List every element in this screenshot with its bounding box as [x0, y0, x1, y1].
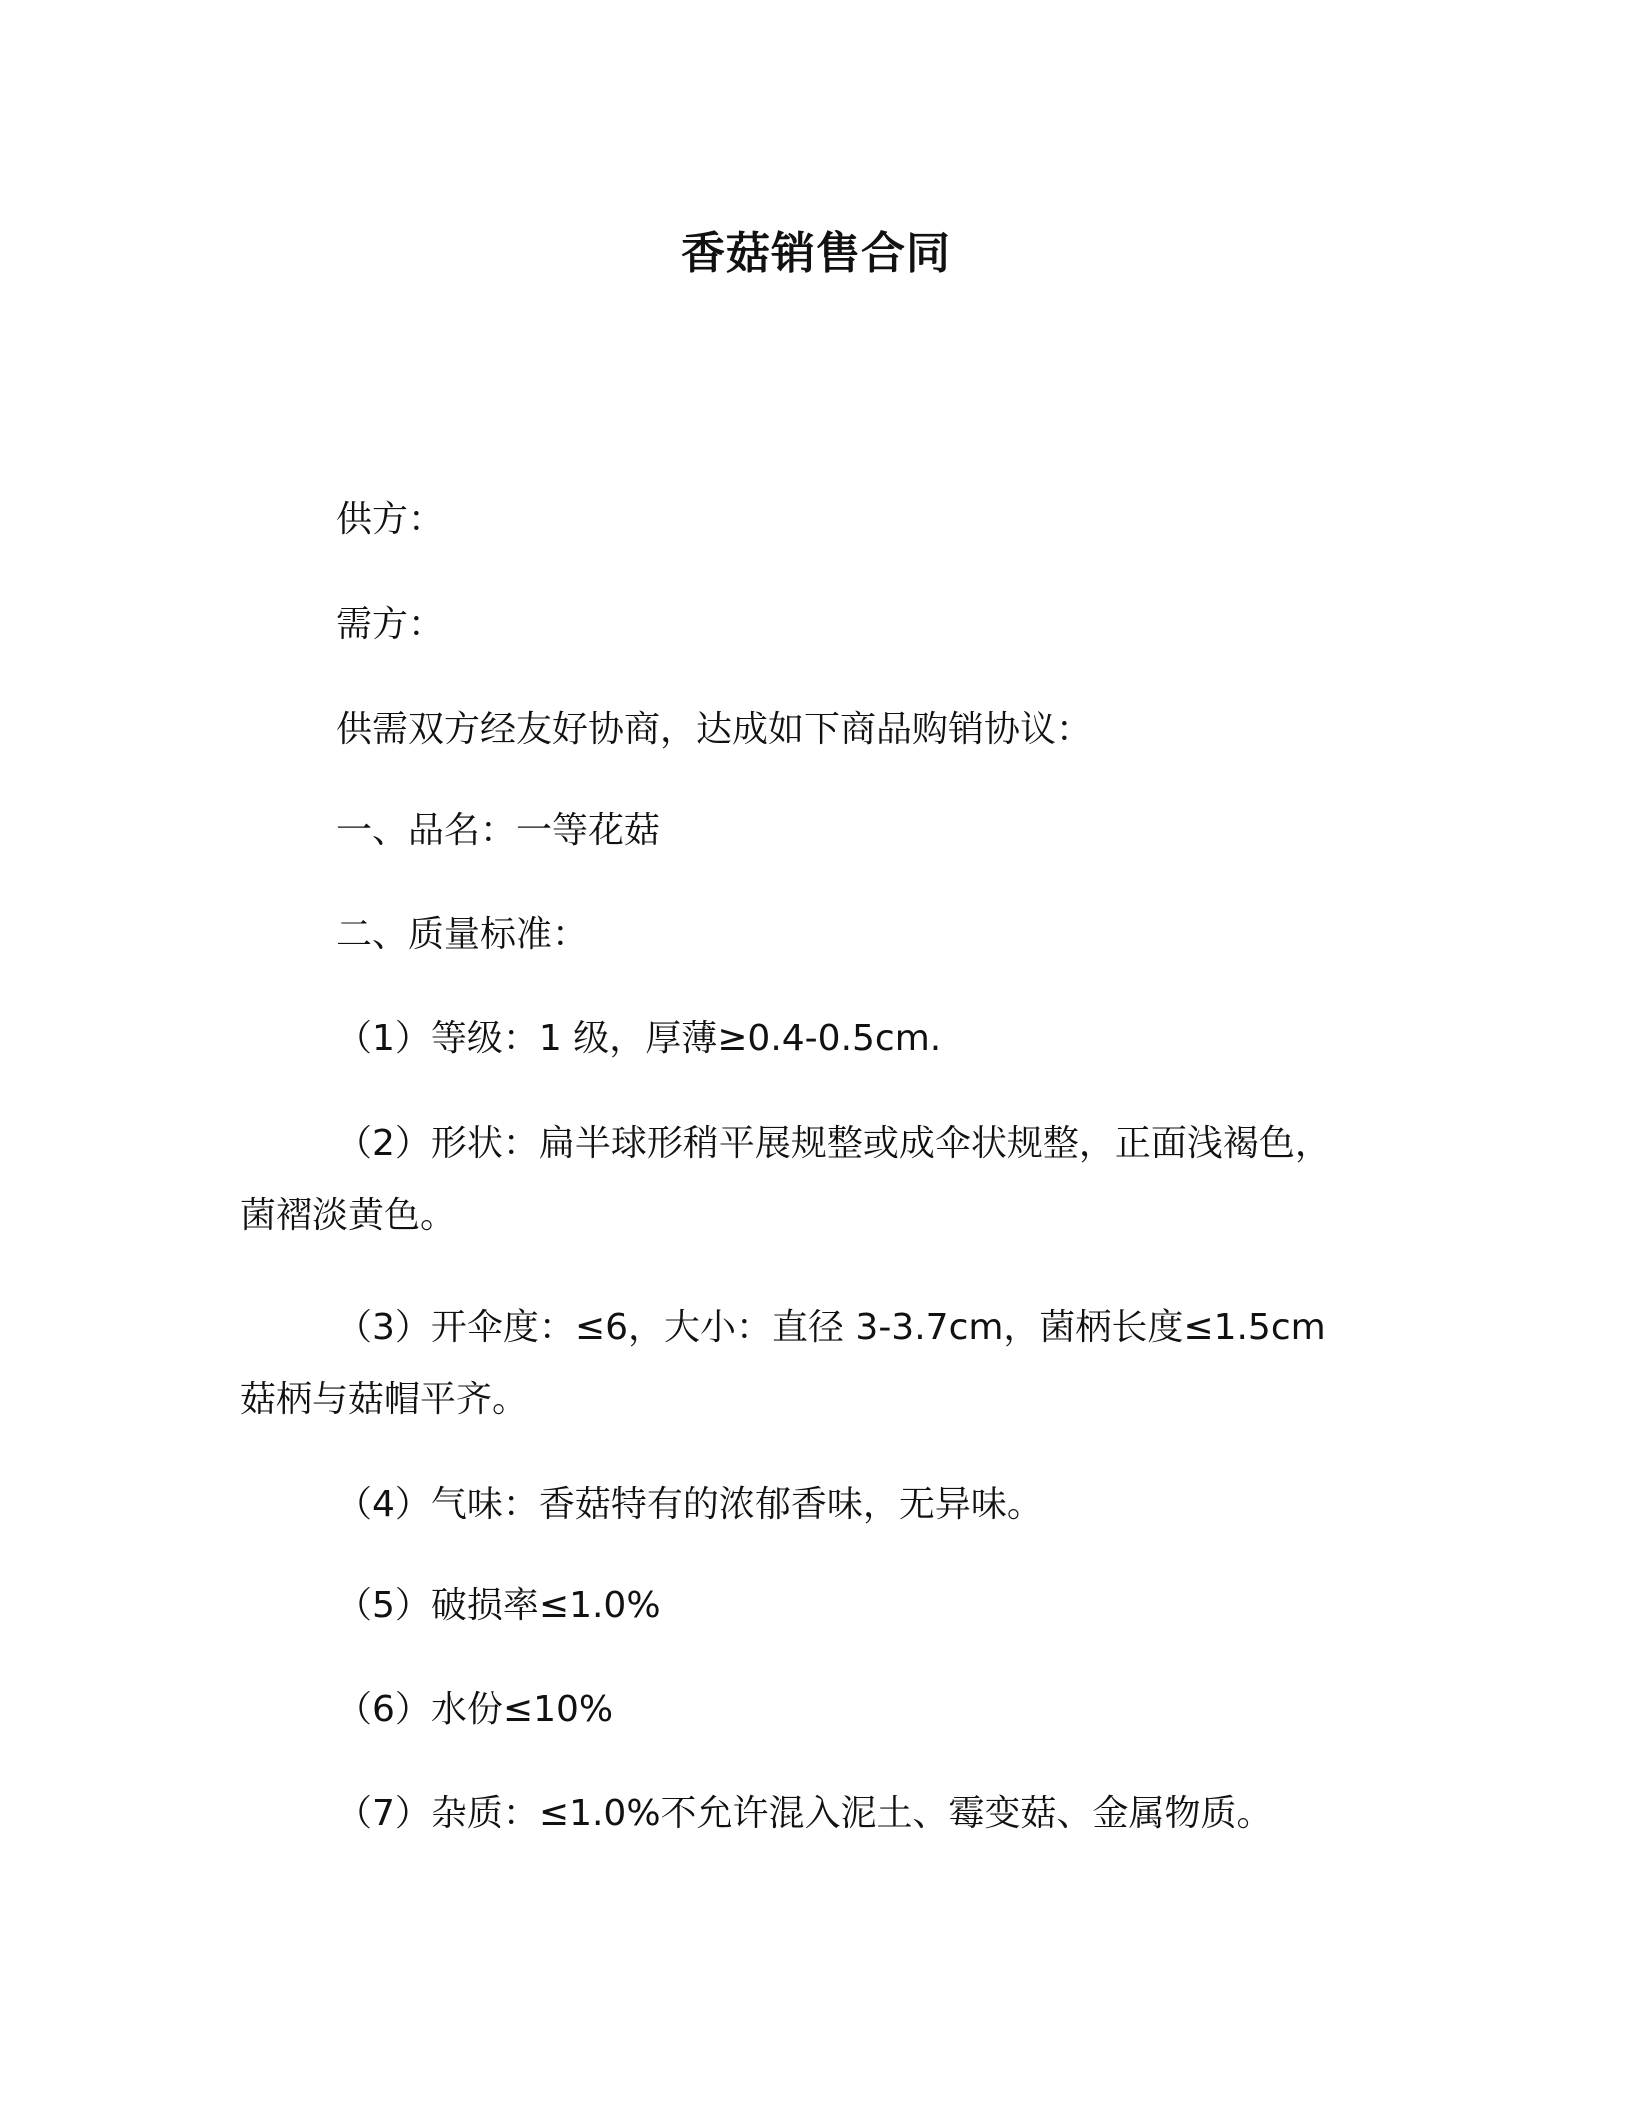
quality-item-1: （1）等级：1 级，厚薄≥0.4-0.5cm.	[336, 1018, 942, 1059]
quality-item-5: （5）破损率≤1.0%	[336, 1585, 661, 1626]
quality-item-2: （2）形状：扁半球形稍平展规整或成伞状规整，正面浅褐色，菌褶淡黄色。	[240, 1123, 1331, 1236]
document-title: 香菇销售合同	[681, 228, 951, 279]
quality-item-7: （7）杂质：≤1.0%不允许混入泥土、霉变菇、金属物质。	[336, 1793, 1273, 1834]
supplier-line: 供方：	[336, 499, 445, 540]
buyer-line: 需方：	[336, 604, 445, 645]
product-name: 一、品名：一等花菇	[336, 810, 661, 851]
quality-item-4: （4）气味：香菇特有的浓郁香味，无异味。	[336, 1484, 1043, 1525]
agreement-intro: 供需双方经友好协商，达成如下商品购销协议：	[336, 709, 1093, 750]
quality-item-6: （6）水份≤10%	[336, 1689, 614, 1730]
quality-item-3: （3）开伞度：≤6，大小：直径 3-3.7cm，菌柄长度≤1.5cm 菇柄与菇帽平齐。	[240, 1307, 1326, 1420]
quality-standard-heading: 二、质量标准：	[336, 914, 589, 955]
